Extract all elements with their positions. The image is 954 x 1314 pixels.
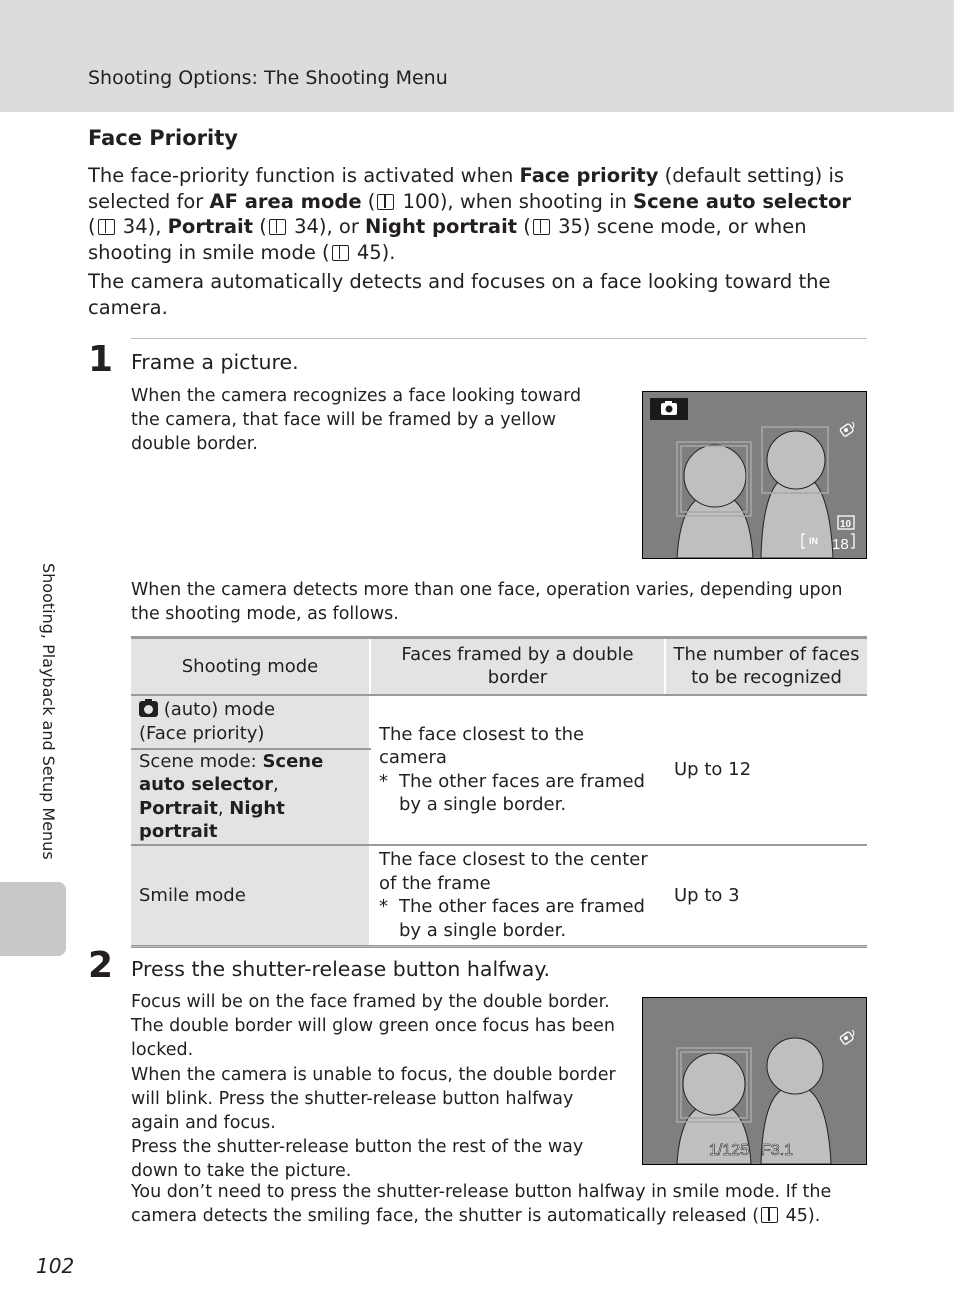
running-header: Shooting Options: The Shooting Menu bbox=[88, 67, 448, 89]
side-section-label bbox=[36, 563, 56, 873]
svg-text:10: 10 bbox=[840, 519, 852, 530]
intro-paragraph-1: The face-priority function is activated when Face priority (default setting) is selected for AF area mode ( 100), when shooting in Scene auto selector ( 34), Portrait ( 34), or Night portrait ( 35) scene mode, or when shooting in smile mode ( 45). bbox=[88, 164, 851, 264]
page-reference-icon bbox=[98, 219, 115, 235]
step-2-number: 2 bbox=[88, 945, 114, 986]
divider-rule bbox=[131, 946, 867, 947]
multi-face-text: When the camera detects more than one face, operation varies, depending upon the shooting mode, as follows. bbox=[131, 580, 843, 625]
table-header: Shooting mode bbox=[131, 638, 370, 695]
monitor-illustration-1 bbox=[643, 392, 866, 558]
divider-rule bbox=[131, 338, 867, 339]
monitor-illustration-2 bbox=[643, 998, 866, 1164]
aperture-readout: F3.1 bbox=[761, 1142, 794, 1159]
table-cell-count: Up to 12 bbox=[665, 695, 867, 845]
camera-monitor-screen-1 bbox=[642, 391, 867, 559]
side-thumb-tab bbox=[0, 882, 66, 956]
table-header-row bbox=[131, 638, 867, 695]
step-1-number: 1 bbox=[88, 339, 114, 380]
table-cell-count: Up to 3 bbox=[665, 845, 867, 947]
page-number: 102 bbox=[36, 1254, 75, 1278]
table-header: The number of faces to be recognized bbox=[665, 638, 867, 695]
step-2-title: Press the shutter-release button halfway. bbox=[131, 957, 551, 981]
side-section-text: Shooting, Playback and Setup Menus bbox=[39, 563, 58, 860]
svg-text:IN: IN bbox=[809, 536, 818, 546]
table-cell-mode: Scene mode: Scene auto selector, Portrait, Night portrait bbox=[131, 749, 370, 845]
page-reference-icon bbox=[533, 219, 550, 235]
page-reference-icon bbox=[377, 194, 394, 210]
camera-mode-icon bbox=[650, 398, 688, 420]
auto-mode-camera-icon bbox=[139, 701, 158, 717]
table-row bbox=[131, 695, 867, 749]
table-cell-mode: Smile mode bbox=[131, 845, 370, 947]
intro-text bbox=[88, 163, 868, 324]
svg-text:18: 18 bbox=[832, 536, 849, 553]
camera-monitor-screen-2 bbox=[642, 997, 867, 1165]
page-reference-icon bbox=[332, 245, 349, 261]
page-reference-icon bbox=[761, 1207, 778, 1223]
table-cell-framing: The face closest to the center of the frame * The other faces are framed by a single border. bbox=[370, 845, 665, 947]
table-row bbox=[131, 845, 867, 947]
intro-paragraph-2: The camera automatically detects and focuses on a face looking toward the camera. bbox=[88, 270, 831, 319]
table-cell-mode: (auto) mode (Face priority) bbox=[131, 695, 370, 749]
face-detection-table bbox=[131, 636, 867, 948]
header-band bbox=[0, 0, 954, 112]
step-1-title: Frame a picture. bbox=[131, 350, 299, 374]
table-cell-framing: The face closest to the camera * The other faces are framed by a single border. bbox=[370, 695, 665, 845]
shutter-speed-readout: 1/125 bbox=[709, 1142, 750, 1159]
table-header: Faces framed by a double border bbox=[370, 638, 665, 695]
step-2-text: Focus will be on the face framed by the double border. The double border will glow green once focus has been locked. When the camera is unable to focus, the double border will blink. Press the shutter-release button halfway again and focus. Press the shutter-release button the rest of the way down to take the picture. bbox=[131, 992, 616, 1182]
step-2-smile-text: You don’t need to press the shutter-release button halfway in smile mode. If the camera detects the smiling face, the shutter is automatically released ( 45). bbox=[131, 1182, 832, 1227]
section-title: Face Priority bbox=[88, 126, 238, 150]
page-reference-icon bbox=[269, 219, 286, 235]
step-1-text: When the camera recognizes a face looking toward the camera, that face will be framed by a yellow double border. bbox=[131, 386, 582, 455]
